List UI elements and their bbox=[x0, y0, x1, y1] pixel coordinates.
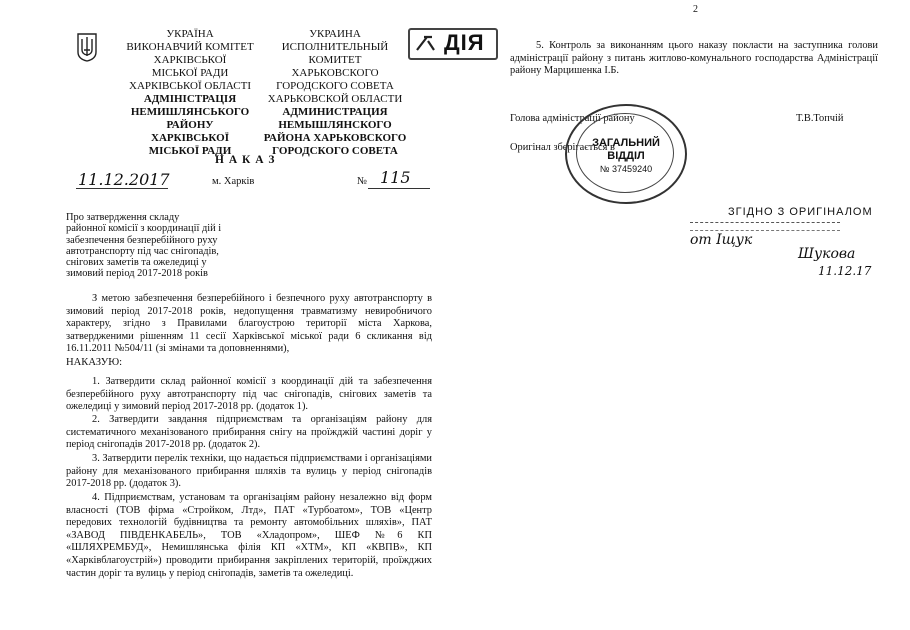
document-type: Н А К А З bbox=[215, 154, 276, 166]
signature-role: Голова адміністрації району bbox=[510, 113, 635, 124]
order-item-5: 5. Контроль за виконанням цього наказу покласти на заступника голови адміністрації району з питань житлово-комунального господарства Адміністрації району Марцишенка І.Б. bbox=[510, 40, 878, 77]
round-seal: ЗАГАЛЬНИЙ ВІДДІЛ № 37459240 bbox=[565, 104, 687, 204]
page-number: 2 bbox=[693, 4, 698, 15]
handwritten-number: 115 bbox=[380, 168, 411, 187]
header-russian: УКРАИНА ИСПОЛНИТЕЛЬНЫЙ КОМИТЕТ ХАРЬКОВСКОГО ГОРОДСКОГО СОВЕТА ХАРЬКОВСКОЙ ОБЛАСТИ АДМИНИСТРАЦИЯ НЕМЫШЛЯНСКОГО РАЙОНА ХАРЬКОВСКОГО ГОРОДСКОГО СОВЕТА bbox=[263, 28, 407, 157]
order-word: НАКАЗУЮ: bbox=[66, 357, 123, 368]
hammer-icon bbox=[414, 33, 440, 53]
handwritten-date: 11.12.2017 bbox=[78, 170, 170, 189]
order-item-1: 1. Затвердити склад районної комісії з координації дій та забезпечення безперебійного руху автотранспорту під час снігопадів, снігових заметів та ожеледиці у зимовий період 2017-2018 рр. (додаток 1). bbox=[66, 376, 432, 413]
order-item-2: 2. Затвердити завдання підприємствам та організаціям району для систематичного механізованого прибирання снігу на проїжджій частині доріг у період снігопадів 2017-2018 рр. (додаток 2). bbox=[66, 414, 432, 451]
subject: Про затвердження складу районної комісії з координації дій і забезпечення безперебійного руху автотранспорту під час снігопадів, снігових заметів та ожеледиці у зимовий період 2017-2018 років bbox=[66, 212, 222, 280]
preamble: З метою забезпечення безперебійного і безпечного руху автотранспорту в зимовий період 2017-2018 років, недопущення травматизму невиробничого характеру, згідно з Правилами благоустрою території міста Харкова, затвердженими рішенням 11 сесії Харківської міської ради 6 скликання від 16.11.2011 №504/11 (зі змінами та доповненнями), bbox=[66, 293, 432, 355]
city: м. Харків bbox=[212, 176, 255, 187]
signature-name: Т.В.Топчій bbox=[796, 113, 844, 124]
copy-stamp: ЗГІДНО З ОРИГІНАЛОМ от Іщук Шукова 11.12.17 bbox=[690, 206, 873, 278]
order-item-3: 3. Затвердити перелік техніки, що надається підприємствами і організаціями району для механізованого прибирання шляхів та вулиць у період снігопадів 2017-2018 рр. (додаток 3). bbox=[66, 453, 432, 490]
number-label: № bbox=[357, 176, 368, 187]
original-note: Оригінал зберігається в bbox=[510, 142, 615, 153]
dia-stamp: ДІЯ bbox=[408, 28, 498, 60]
order-item-4: 4. Підприємствам, установам та організаціям району незалежно від форм власності (ТОВ фірма «Стройком, Лтд», ПАТ «Турбоатом», ТОВ «Центр передових технологій будівництва та ремонту автомобільних шляхів», ПАТ «ЗАВОД ПІВДЕНКАБЕЛЬ», ТОВ «Хладопром», ШЕФ №6 КП «ШЛЯХРЕМБУД», Немишлянська філія КП «ХТМ», КП «КВПВ», КП «Харківблагоустрій») проводити прибирання закріплених територій, проїжджих частин доріг та вулиць у період снігопадів, заметів та ожеледиці. bbox=[66, 492, 432, 579]
coat-of-arms-icon bbox=[76, 32, 98, 62]
header-ukrainian: УКРАЇНА ВИКОНАВЧИЙ КОМІТЕТ ХАРКІВСЬКОЇ МІСЬКОЇ РАДИ ХАРКІВСЬКОЇ ОБЛАСТІ АДМІНІСТРАЦІЯ НЕМИШЛЯНСЬКОГО РАЙОНУ ХАРКІВСЬКОЇ МІСЬКОЇ РАДИ bbox=[126, 28, 254, 157]
